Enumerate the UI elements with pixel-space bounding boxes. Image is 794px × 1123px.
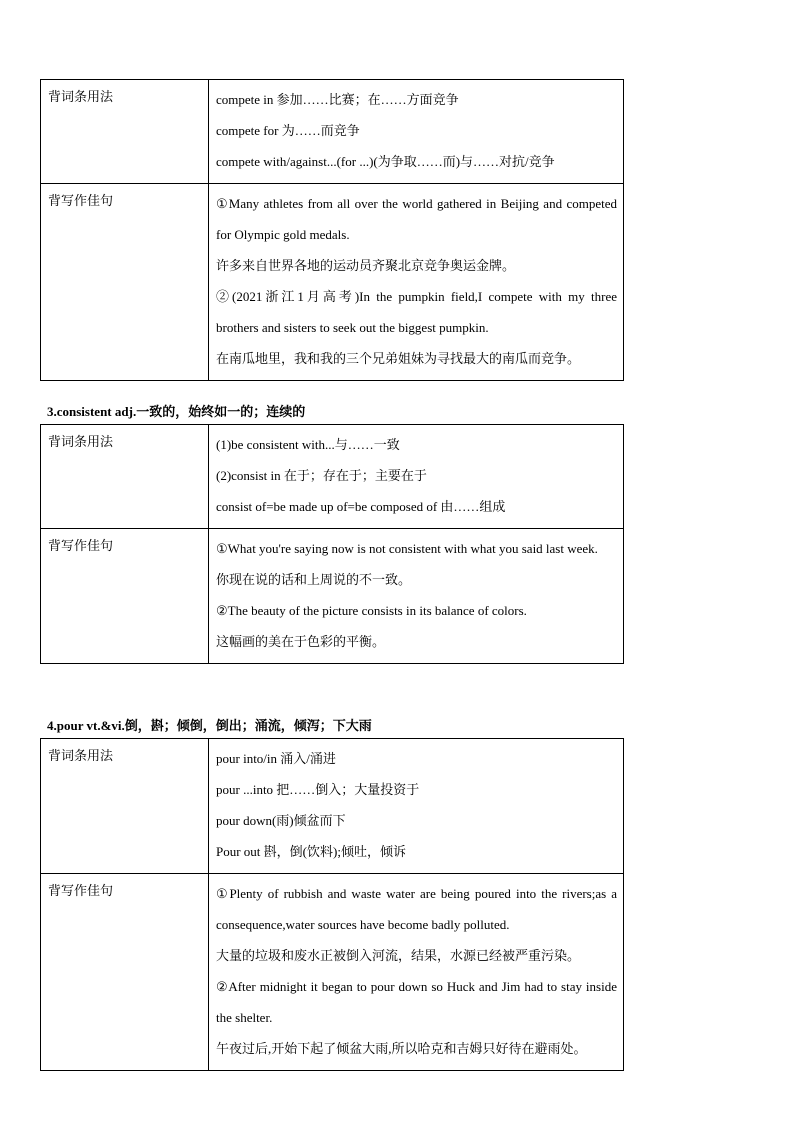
example-sentence-zh: 在南瓜地里，我和我的三个兄弟姐妹为寻找最大的南瓜而竞争。: [216, 351, 581, 366]
usage-cell: [209, 80, 624, 184]
example-sentence-zh: 午夜过后,开始下起了倾盆大雨,所以哈克和吉姆只好待在避雨处。: [216, 1041, 587, 1056]
row-label: 背写作佳句: [41, 529, 209, 664]
row-label: 背写作佳句: [41, 184, 209, 381]
usage-line: pour ...into 把……倒入；大量投资于: [216, 782, 420, 797]
usage-line: (1)be consistent with...与……一致: [216, 437, 400, 452]
example-sentence-en: ②After midnight it began to pour down so Huck and Jim had to stay inside the shelter.: [216, 979, 617, 1025]
usage-line: pour into/in 涌入/涌进: [216, 751, 336, 766]
example-cell: [209, 184, 624, 381]
row-label: 背写作佳句: [41, 874, 209, 1071]
usage-line: compete for 为……而竞争: [216, 123, 360, 138]
usage-line: (2)consist in 在于；存在于；主要在于: [216, 468, 427, 483]
usage-line: compete in 参加……比赛；在……方面竞争: [216, 92, 459, 107]
example-sentence-en: ①What you're saying now is not consistent with what you said last week.: [216, 541, 598, 556]
table-consistent: [40, 424, 624, 664]
example-sentence-zh: 你现在说的话和上周说的不一致。: [216, 572, 412, 587]
section-heading: 4.pour vt.&vi.倒，斟；倾倒，倒出；涌流，倾泻；下大雨: [47, 718, 372, 733]
table-compete: [40, 79, 624, 381]
usage-cell: [209, 739, 624, 874]
row-label: 背词条用法: [41, 739, 209, 874]
example-sentence-en: ②(2021浙江1月高考)In the pumpkin field,I compete with my three brothers and sisters to seek out the biggest pumpkin.: [216, 289, 617, 335]
row-label: 背词条用法: [41, 80, 209, 184]
table-row: [41, 80, 624, 184]
example-sentence-zh: 许多来自世界各地的运动员齐聚北京竞争奥运金牌。: [216, 258, 516, 273]
example-sentence-en: ①Plenty of rubbish and waste water are being poured into the rivers;as a consequence,water sources have become badly polluted.: [216, 886, 617, 932]
table-row: [41, 529, 624, 664]
usage-line: consist of=be made up of=be composed of 由……组成: [216, 499, 506, 514]
example-sentence-zh: 大量的垃圾和废水正被倒入河流，结果，水源已经被严重污染。: [216, 948, 581, 963]
table-row: [41, 739, 624, 874]
example-sentence-en: ①Many athletes from all over the world gathered in Beijing and competed for Olympic gold medals.: [216, 196, 617, 242]
table-row: [41, 184, 624, 381]
table-pour: [40, 738, 624, 1071]
table-row: [41, 425, 624, 529]
section-heading: 3.consistent adj.一致的，始终如一的；连续的: [47, 404, 306, 419]
row-label: 背词条用法: [41, 425, 209, 529]
example-sentence-zh: 这幅画的美在于色彩的平衡。: [216, 634, 386, 649]
usage-line: pour down(雨)倾盆而下: [216, 813, 346, 828]
table-row: [41, 874, 624, 1071]
usage-line: Pour out 斟，倒(饮料);倾吐，倾诉: [216, 844, 406, 859]
example-cell: [209, 874, 624, 1071]
example-cell: [209, 529, 624, 664]
example-sentence-en: ②The beauty of the picture consists in its balance of colors.: [216, 603, 527, 618]
usage-cell: [209, 425, 624, 529]
usage-line: compete with/against...(for ...)(为争取……而)与……对抗/竞争: [216, 154, 555, 169]
